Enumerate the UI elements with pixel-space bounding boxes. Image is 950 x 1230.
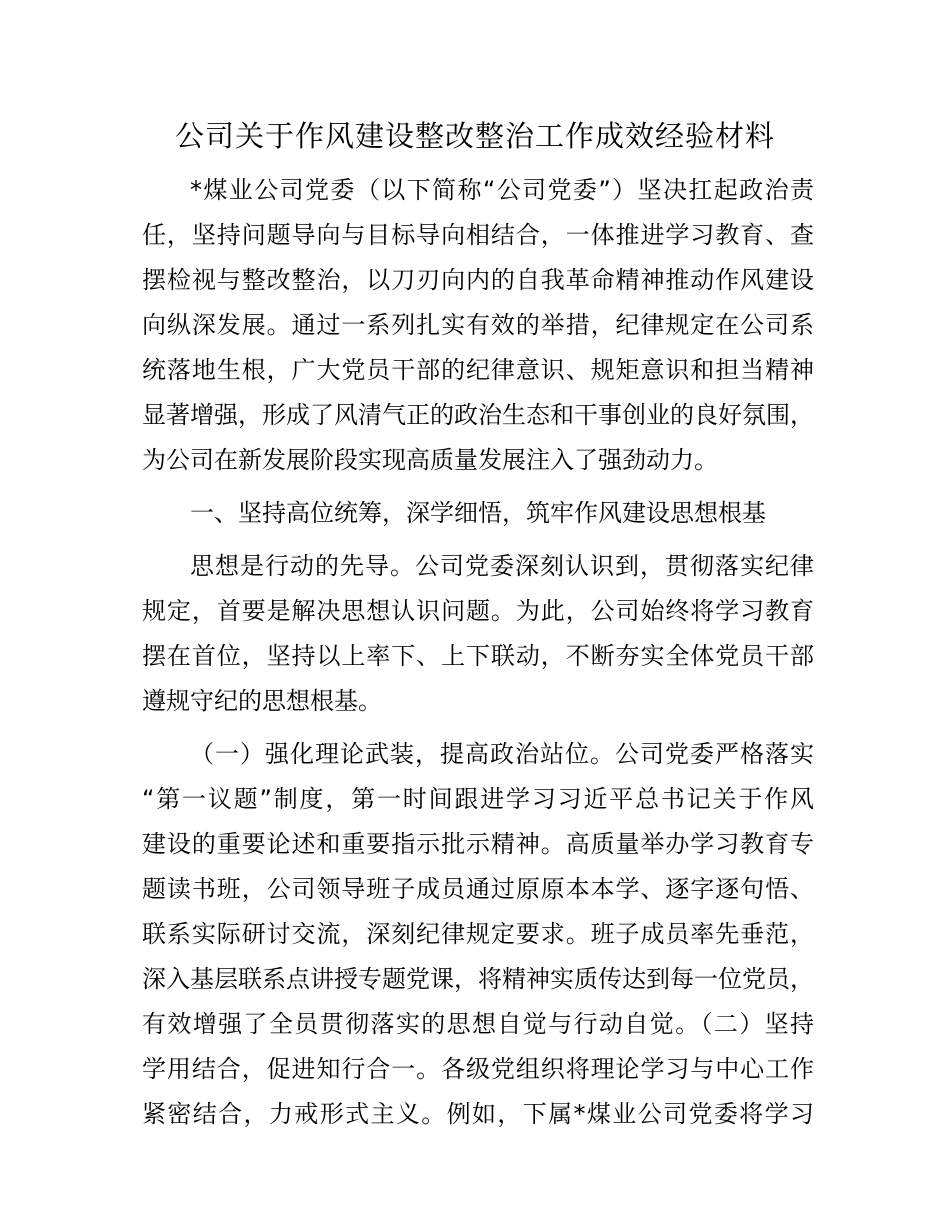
document-body bbox=[142, 168, 814, 1137]
text-line: 联系实际研讨交流，深刻纪律规定要求。班子成员率先垂范， bbox=[142, 920, 814, 948]
paragraph-gap bbox=[142, 536, 814, 544]
text-line: “第一议题”制度，第一时间跟进学习习近平总书记关于作风 bbox=[142, 785, 814, 813]
text-line: 有效增强了全员贯彻落实的思想自觉与行动自觉。（二）坚持 bbox=[142, 1010, 814, 1038]
text-line: 为公司在新发展阶段实现高质量发展注入了强劲动力。 bbox=[142, 446, 718, 474]
text-line: 任，坚持问题导向与目标导向相结合，一体推进学习教育、查 bbox=[142, 221, 814, 249]
text-line: （一）强化理论武装，提高政治站位。公司党委严格落实 bbox=[190, 740, 814, 768]
text-line: 深入基层联系点讲授专题党课，将精神实质传达到每一位党员， bbox=[142, 965, 814, 993]
paragraph-theory bbox=[142, 732, 814, 1137]
text-line: 建设的重要论述和重要指示批示精神。高质量举办学习教育专 bbox=[142, 830, 814, 858]
text-line: 摆在首位，坚持以上率下、上下联动，不断夯实全体党员干部 bbox=[142, 642, 814, 670]
text-line: 思想是行动的先导。公司党委深刻认识到，贯彻落实纪律 bbox=[190, 552, 814, 580]
text-line: *煤业公司党委（以下简称“公司党委”）坚决扛起政治责 bbox=[190, 176, 814, 204]
text-line: 一、坚持高位统筹，深学细悟，筑牢作风建设思想根基 bbox=[190, 499, 766, 527]
document-title: 公司关于作风建设整改整治工作成效经验材料 bbox=[174, 119, 775, 153]
text-line: 学用结合，促进知行合一。各级党组织将理论学习与中心工作 bbox=[142, 1055, 814, 1083]
paragraph-gap bbox=[142, 483, 814, 491]
text-line: 紧密结合，力戒形式主义。例如，下属*煤业公司党委将学习 bbox=[142, 1100, 814, 1128]
text-line: 摆检视与整改整治，以刀刃向内的自我革命精神推动作风建设 bbox=[142, 266, 814, 294]
text-line: 遵规守纪的思想根基。 bbox=[142, 687, 382, 715]
text-line: 统落地生根，广大党员干部的纪律意识、规矩意识和担当精神 bbox=[142, 356, 814, 384]
text-line: 向纵深发展。通过一系列扎实有效的举措，纪律规定在公司系 bbox=[142, 311, 814, 339]
text-line: 规定，首要是解决思想认识问题。为此，公司始终将学习教育 bbox=[142, 597, 814, 625]
text-line: 显著增强，形成了风清气正的政治生态和干事创业的良好氛围， bbox=[142, 401, 814, 429]
paragraph-thought bbox=[142, 544, 814, 724]
text-line: 题读书班，公司领导班子成员通过原原本本学、逐字逐句悟、 bbox=[142, 875, 814, 903]
paragraph-gap bbox=[142, 724, 814, 732]
paragraph-intro bbox=[142, 168, 814, 483]
section-heading-1 bbox=[142, 491, 814, 536]
